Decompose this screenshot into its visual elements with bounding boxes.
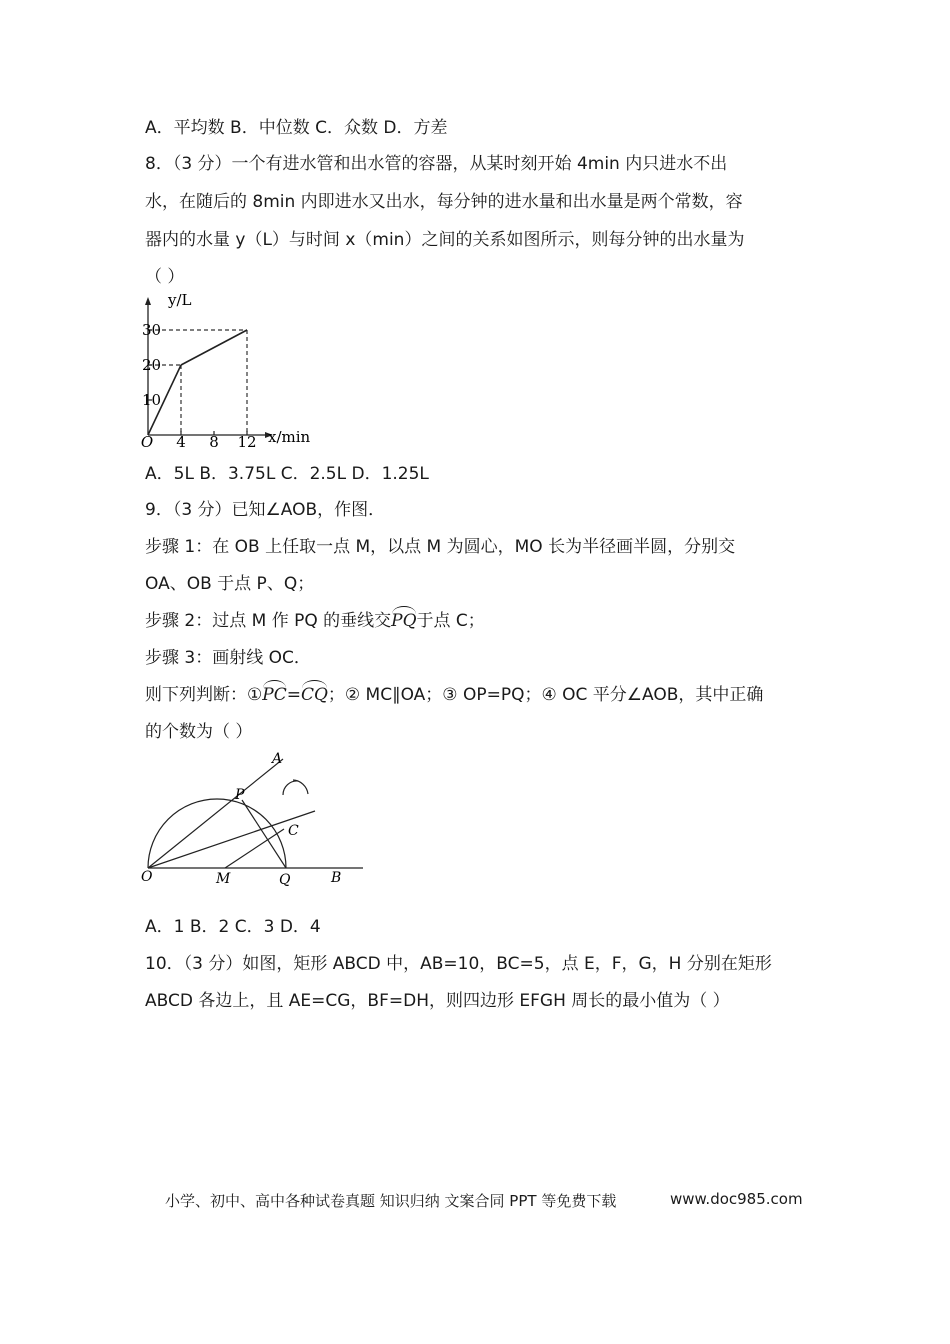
label-p: P: [235, 787, 245, 803]
y-tick-label-10: 10: [142, 391, 162, 409]
y-tick-label-30: 30: [142, 321, 162, 339]
x-axis-label: x/min: [268, 428, 311, 446]
y-axis-label: y/L: [168, 291, 192, 309]
y-tick-label-20: 20: [142, 356, 162, 374]
footer-text: 小学、初中、高中各种试卷真题 知识归纳 文案合同 PPT 等免费下载: [165, 1192, 617, 1210]
q9-judge-eq: =: [286, 685, 301, 705]
x-tick-label-4: 4: [176, 433, 186, 450]
y-axis-arrow: [145, 297, 151, 305]
q9-geometry-figure: [138, 748, 378, 898]
q9-step1-line2: OA、OB 于点 P、Q；: [145, 574, 315, 594]
series-segment-1: [181, 330, 247, 365]
segment-mc: [225, 829, 284, 868]
q9-judge-arc-pc: PC: [262, 685, 287, 705]
label-a: A: [272, 751, 283, 767]
q8-text-line2: 水，在随后的 8min 内即进水又出水，每分钟的进水量和出水量是两个常数，容: [145, 192, 743, 212]
q9-step2: [145, 609, 485, 633]
q9-step2-arc-pq: PQ: [391, 611, 417, 631]
q8-text-line3: 器内的水量 y（L）与时间 x（min）之间的关系如图所示，则每分钟的出水量为: [145, 230, 745, 250]
q9-step2-post: 于点 C；: [416, 611, 485, 631]
q9-step3: 步骤 3：画射线 OC．: [145, 648, 311, 668]
origin-label: O: [140, 433, 154, 450]
q9-step1-line1: 步骤 1：在 OB 上任取一点 M，以点 M 为圆心，MO 长为半径画半圆，分别交: [145, 537, 736, 557]
construction-arc-2: [293, 780, 308, 794]
semicircle: [148, 799, 286, 868]
q10-text-line1: 10．（3 分）如图，矩形 ABCD 中，AB=10，BC=5，点 E，F，G，H 分别在矩形: [145, 954, 772, 974]
x-tick-label-12: 12: [237, 433, 257, 450]
ray-oc: [148, 811, 315, 868]
q9-judgement: [145, 683, 763, 707]
q9-step2-pre: 步骤 2：过点 M 作 PQ 的垂线交: [145, 611, 392, 631]
q7-options: A．平均数 B．中位数 C．众数 D．方差: [145, 118, 448, 138]
q9-judge-arc-cq: CQ: [300, 685, 328, 705]
q10-text-line2: ABCD 各边上，且 AE=CG，BF=DH，则四边形 EFGH 周长的最小值为（ ）: [145, 991, 730, 1011]
ray-oa: [148, 759, 283, 868]
q9-judge-post: ；② MC∥OA；③ OP=PQ；④ OC 平分∠AOB，其中正确: [327, 685, 764, 705]
footer-url: www.doc985.com: [670, 1190, 803, 1208]
q8-text-line1: 8．（3 分）一个有进水管和出水管的容器，从某时刻开始 4min 内只进水不出: [145, 154, 728, 174]
page-footer: [165, 1190, 803, 1211]
label-c: C: [288, 823, 299, 839]
label-m: M: [216, 871, 231, 887]
q9-options: A．1 B．2 C．3 D．4: [145, 917, 321, 937]
label-b: B: [331, 870, 342, 886]
q9-judge-pre: 则下列判断：①: [145, 685, 263, 705]
q9-text-line1: 9．（3 分）已知∠AOB，作图．: [145, 500, 386, 520]
q8-answer-blank: （ ）: [145, 267, 185, 287]
x-tick-label-8: 8: [209, 433, 219, 450]
q8-line-chart: [140, 290, 330, 450]
label-q: Q: [279, 872, 291, 888]
label-o: O: [141, 869, 153, 885]
q8-options: A．5L B．3.75L C．2.5L D．1.25L: [145, 464, 429, 484]
construction-arc-1: [283, 781, 298, 795]
q9-answer-blank: 的个数为（ ）: [145, 722, 253, 742]
